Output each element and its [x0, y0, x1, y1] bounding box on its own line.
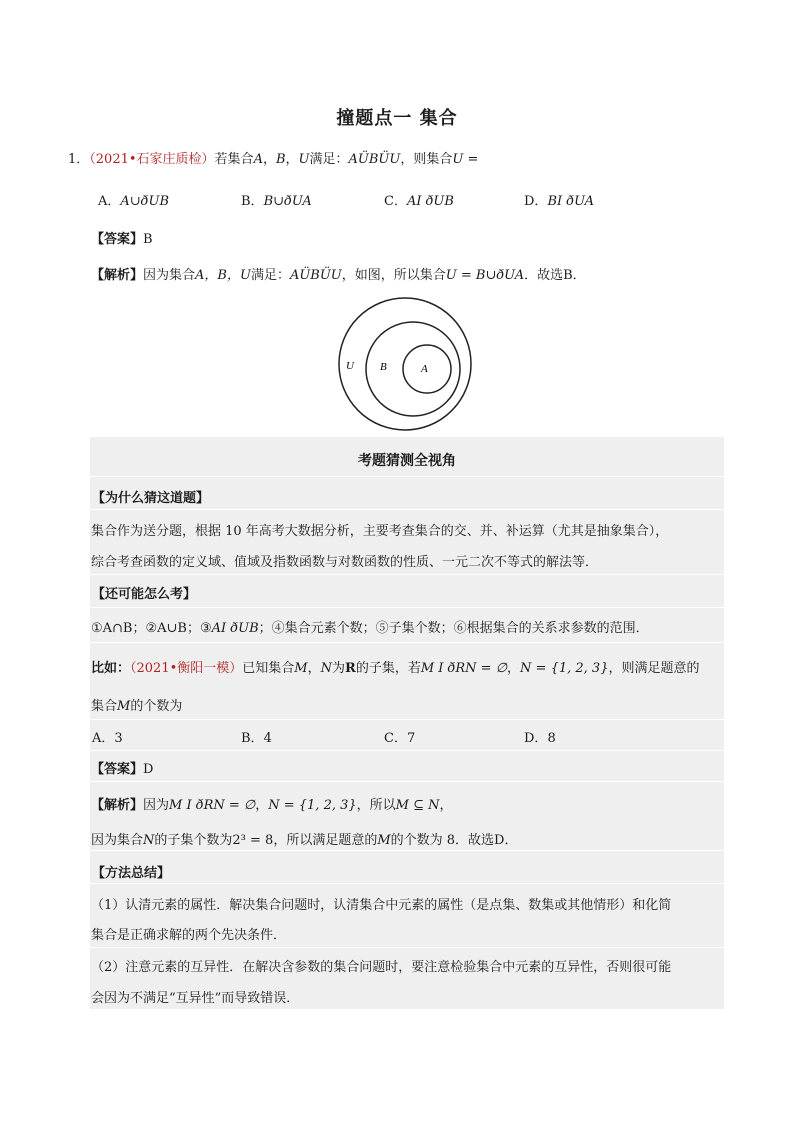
how-expr: AI ðUB: [211, 621, 259, 636]
divider: [90, 719, 724, 720]
answer-tag: 【答案】: [91, 232, 144, 247]
analysis-text: ，如图，所以集合: [341, 268, 446, 283]
option-letter: D．: [524, 194, 548, 209]
example-option-d: [524, 727, 556, 746]
method-heading: 【方法总结】: [92, 866, 171, 881]
var-b: B: [275, 152, 286, 167]
venn-label-u: U: [346, 360, 354, 372]
analysis-tag: 【解析】: [91, 798, 144, 813]
example-text: 已知集合: [242, 661, 295, 676]
divider: [90, 750, 724, 751]
answer-tag: 【答案】: [91, 762, 144, 777]
answer-value: B: [143, 232, 153, 247]
divider: [90, 781, 724, 782]
method-2-line-1: （2）注意元素的互异性．在解决含参数的集合问题时，要注意检验集合中元素的互异性，否则很可能: [91, 960, 672, 975]
analysis-line: [91, 264, 586, 283]
question-1-stem: [68, 148, 478, 167]
example-analysis-1: [91, 794, 453, 813]
method-2-line-2: 会因为不满足“互异性”而导致错误．: [91, 991, 300, 1006]
option-value: 8: [547, 731, 556, 746]
page-title: 撞题点一 集合: [336, 108, 458, 129]
divider: [90, 476, 724, 477]
analysis-text: 因为集合: [91, 833, 144, 848]
divider: [90, 947, 724, 948]
divider: [90, 574, 724, 575]
divider: [90, 850, 724, 851]
how-heading: 【还可能怎么考】: [92, 587, 197, 602]
option-letter: B．: [241, 731, 264, 746]
answer-line: [91, 228, 153, 247]
divider: [90, 642, 724, 643]
set-r: R: [345, 661, 356, 676]
var-m: M: [117, 699, 131, 714]
separator: ，: [285, 152, 299, 167]
example-text: ，则满足题意的: [608, 661, 700, 676]
var-n: N: [143, 833, 155, 848]
option-value: 4: [263, 731, 272, 746]
option-letter: C．: [384, 731, 407, 746]
option-expr: A∪ðUB: [120, 194, 170, 209]
example-cond: M I ðRN = ∅: [420, 661, 508, 676]
example-stem-1: [91, 657, 699, 676]
method-1-line-2: 集合是正确求解的两个先决条件．: [91, 928, 287, 943]
analysis-text: ．故选B．: [524, 268, 586, 283]
how-text: [91, 617, 649, 636]
analysis-cond: M I ðRN = ∅: [169, 798, 256, 813]
stem-text: 若集合: [214, 152, 254, 167]
why-heading: 【为什么猜这道题】: [92, 491, 210, 506]
venn-label-b: B: [380, 361, 387, 373]
why-text-2: 综合考查函数的定义域、值域及指数函数与对数函数的性质、一元二次不等式的解法等．: [91, 555, 599, 570]
option-letter: C．: [384, 194, 407, 209]
option-c: [384, 190, 454, 209]
option-value: 3: [114, 731, 123, 746]
analysis-text: 因为: [143, 798, 170, 813]
var-m: M: [294, 661, 308, 676]
analysis-text: 的个数为 8．故选D．: [390, 833, 518, 848]
stem-expr: U =: [452, 152, 479, 167]
var-a: A: [253, 152, 263, 167]
separator: ，: [255, 798, 269, 813]
example-analysis-2: [91, 829, 517, 848]
example-option-c: [384, 727, 415, 746]
option-d: [524, 190, 594, 209]
option-expr: BI ðUA: [547, 194, 595, 209]
venn-diagram: [335, 297, 475, 431]
panel-title: 考题猜测全视角: [358, 453, 456, 469]
var-u: U: [298, 152, 310, 167]
option-value: 7: [406, 731, 416, 746]
divider: [90, 509, 724, 510]
option-expr: B∪ðUA: [263, 194, 312, 209]
venn-label-a: A: [421, 363, 428, 375]
var-m: M: [377, 833, 391, 848]
option-letter: A．: [92, 731, 115, 746]
example-stem-2: [91, 695, 182, 714]
option-letter: B．: [241, 194, 264, 209]
example-option-b: [241, 727, 272, 746]
stem-text: ，则集合: [400, 152, 453, 167]
analysis-text: ，所以: [356, 798, 396, 813]
analysis-cond: AÜBÜU: [289, 268, 342, 283]
option-letter: D．: [524, 731, 548, 746]
example-option-a: [92, 727, 123, 746]
option-letter: A．: [98, 194, 121, 209]
option-expr: AI ðUB: [406, 194, 454, 209]
example-tag: 比如：: [91, 661, 131, 676]
separator: ，: [507, 661, 521, 676]
analysis-text: 因为集合: [143, 268, 196, 283]
option-a: [98, 190, 169, 209]
analysis-text: ，所以满足题意的: [273, 833, 378, 848]
analysis-set: N = {1, 2, 3}: [268, 798, 357, 813]
why-text-1: 集合作为送分题，根据 10 年高考大数据分析，主要考查集合的交、并、补运算（尤其是抽象集合），: [91, 524, 669, 539]
example-text: 的子集，若: [355, 661, 421, 676]
stem-text: 满足：: [309, 152, 349, 167]
analysis-subset: M ⊆ N: [395, 798, 440, 813]
analysis-text: 满足：: [250, 268, 290, 283]
var-n: N: [320, 661, 332, 676]
divider: [90, 883, 724, 884]
condition-expr: AÜBÜU: [348, 152, 401, 167]
analysis-tag: 【解析】: [91, 268, 144, 283]
analysis-expr: U = B∪ðUA: [445, 268, 525, 283]
example-set: N = {1, 2, 3}: [520, 661, 609, 676]
separator: ，: [307, 661, 321, 676]
how-part: ①A∩B；②A∪B；③: [91, 621, 212, 636]
example-answer: [91, 758, 153, 777]
how-part: ；④集合元素个数；⑤子集个数；⑥根据集合的关系求参数的范围．: [258, 621, 649, 636]
method-1-line-1: （1）认清元素的属性．解决集合问题时，认清集合中元素的属性（是点集、数集或其他情形）和化简: [91, 898, 672, 913]
example-text: 集合: [91, 699, 118, 714]
question-source: （2021•石家庄质检）: [89, 152, 215, 167]
separator: ，: [262, 152, 276, 167]
example-text: 的个数为: [130, 699, 183, 714]
example-source: （2021•衡阳一模）: [130, 661, 243, 676]
example-text: 为: [332, 661, 346, 676]
analysis-text: ，: [439, 798, 453, 813]
analysis-text: 的子集个数为: [154, 833, 233, 848]
analysis-vars: A，B，U: [195, 268, 251, 283]
divider: [90, 607, 724, 608]
analysis-power: 2³ = 8: [232, 833, 274, 848]
option-b: [241, 190, 312, 209]
answer-value: D: [143, 762, 154, 777]
question-number: 1．: [68, 152, 90, 167]
